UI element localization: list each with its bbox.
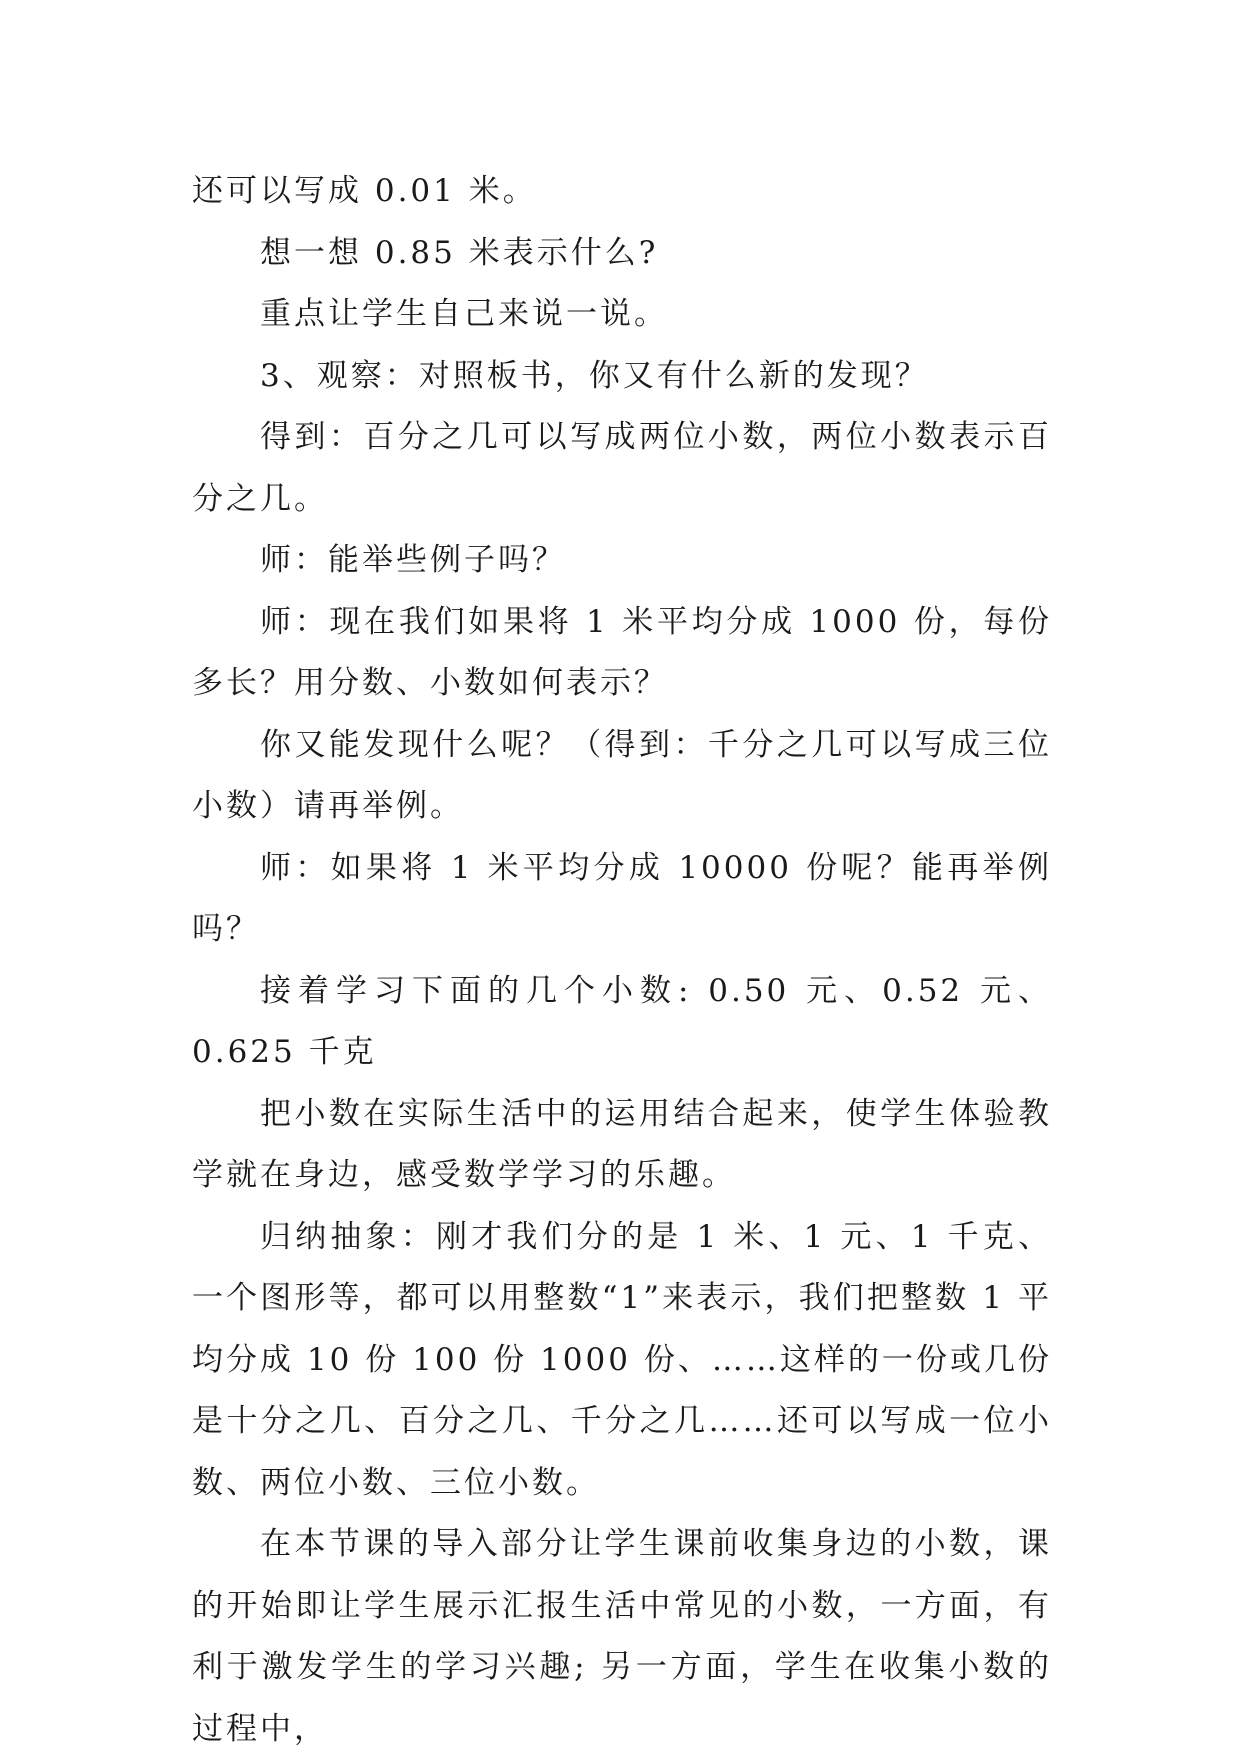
paragraph-7: 师：现在我们如果将 1 米平均分成 1000 份，每份多长？用分数、小数如何表示？ bbox=[192, 603, 1052, 701]
paragraph-3: 重点让学生自己来说一说。 bbox=[260, 296, 668, 332]
paragraph-4: 3、观察：对照板书，你又有什么新的发现？ bbox=[260, 357, 929, 394]
paragraph-10: 接着学习下面的几个小数: 0.50 元、0.52 元、0.625 千克 bbox=[192, 972, 1052, 1070]
paragraph-13: 在本节课的导入部分让学生课前收集身边的小数，课的开始即让学生展示汇报生活中常见的小数，一方面，有利于激发学生的学习兴趣; 另一方面，学生在收集小数的过程中， bbox=[192, 1526, 1052, 1747]
paragraph-5: 得到：百分之几可以写成两位小数，两位小数表示百分之几。 bbox=[192, 419, 1052, 517]
document-body bbox=[192, 161, 1052, 1760]
paragraph-6: 师：能举些例子吗？ bbox=[260, 542, 566, 578]
paragraph-8: 你又能发现什么呢？（得到：千分之几可以写成三位小数）请再举例。 bbox=[192, 726, 1052, 824]
paragraph-1: 还可以写成 0.01 米。 bbox=[192, 173, 537, 209]
paragraph-9: 师：如果将 1 米平均分成 10000 份呢？能再举例吗？ bbox=[192, 849, 1052, 947]
paragraph-2: 想一想 0.85 米表示什么? bbox=[260, 234, 659, 271]
paragraph-12: 归纳抽象：刚才我们分的是 1 米、1 元、1 千克、一个图形等，都可以用整数“1”来表示，我们把整数 1 平均分成 10 份 100 份 1000 份、……这样的一份或几份是十分之几、百分之几、千分之几……还可以写成一位小数、两位小数、三位小数。 bbox=[192, 1218, 1052, 1501]
paragraph-11: 把小数在实际生活中的运用结合起来，使学生体验教学就在身边，感受数学学习的乐趣。 bbox=[192, 1095, 1052, 1193]
